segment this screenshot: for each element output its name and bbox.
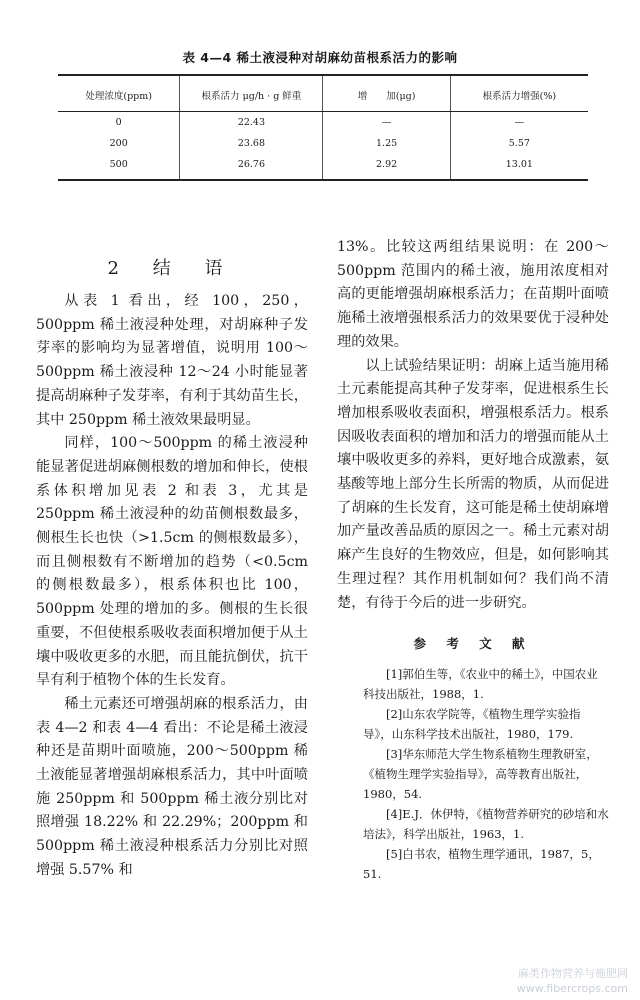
reference-item: [4]E.J．休伊特，《植物营养研究的砂培和水培法》，科学出版社，1963，1. <box>363 806 609 841</box>
table-header: 增 加(μg) <box>323 75 450 112</box>
references-title: 参 考 文 献 <box>413 636 533 652</box>
section-heading: 2 结 语 <box>107 258 237 279</box>
table-cell: 500 <box>58 154 180 180</box>
right-column <box>337 236 609 884</box>
reference-item: [1]郭伯生等，《农业中的稀土》，中国农业科技出版社，1988，1. <box>363 666 598 701</box>
table-cell: 22.43 <box>180 112 323 134</box>
table-cell: 26.76 <box>180 154 323 180</box>
table-row <box>58 133 588 154</box>
watermark-url: www.fibercrops.com <box>516 982 628 995</box>
table-cell: 13.01 <box>450 154 588 180</box>
left-column <box>36 290 308 883</box>
body-paragraph: 以上试验结果证明：胡麻上适当施用稀土元素能提高其种子发芽率，促进根系生长增加根系吸收表面积，增强根系活力。根系因吸收表面积的增加和活力的增强而能从土壤中吸收更多的养料，更好地合成激素，氨基酸等地上部分生长所需的物质，从而促进了胡麻的生长发育，这可能是稀土使胡麻增加产量改善品质的原因之一。稀土元素对胡麻产生良好的生物效应，但是，如何影响其生理过程？其作用机制如何？我们尚不清楚，有待于今后的进一步研究。 <box>337 357 609 611</box>
table-cell: 23.68 <box>180 133 323 154</box>
table-cell: — <box>450 112 588 134</box>
table-cell: 5.57 <box>450 133 588 154</box>
table-caption: 表 4—4 稀土液浸种对胡麻幼苗根系活力的影响 <box>182 50 458 65</box>
body-paragraph: 稀土元素还可增强胡麻的根系活力，由表 4—2 和表 4—4 看出：不论是稀土液浸种还是苗期叶面喷施，200～500ppm 稀土液能显著增强胡麻根系活力，其中叶面喷施 250ppm 和 500ppm 稀土液分别比对照增强 18.22% 和 22.29%；200ppm 和 500ppm 稀土液浸种根系活力分别比对照增强 5.57% 和 <box>36 695 308 878</box>
site-watermark <box>517 966 628 996</box>
table-header: 根系活力增强(%) <box>450 75 588 112</box>
reference-item: [3]华东师范大学生物系植物生理教研室，《植物生理学实验指导》，高等教育出版社，1980，54. <box>363 746 598 801</box>
root-activity-table <box>58 74 588 181</box>
body-paragraph-continued: 13%。比较这两组结果说明：在 200～500ppm 范围内的稀土液，施用浓度相对高的更能增强胡麻根系活力；在苗期叶面喷施稀土液增强根系活力的效果要优于浸种处理的效果。 <box>337 239 609 350</box>
reference-item: [5]白书农，植物生理学通讯，1987，5，51. <box>363 846 600 881</box>
table-row <box>58 112 588 134</box>
table-cell: 1.25 <box>323 133 450 154</box>
table-cell: 0 <box>115 117 122 128</box>
watermark-title: 麻类作物营养与施肥网 <box>518 967 628 980</box>
table-header: 根系活力 μg/h · g 鲜重 <box>180 75 323 112</box>
table-cell: — <box>323 112 450 134</box>
reference-item: [2]山东农学院等，《植物生理学实验指导》，山东科学技术出版社，1980，179. <box>363 706 581 741</box>
table-row <box>58 154 588 180</box>
body-paragraph: 从表 1 看出，经 100，250，500ppm 稀土液浸种处理，对胡麻种子发芽率的影响均为显著增值，说明用 100～500ppm 稀土液浸种 12～24 小时能显著提高胡麻种子发芽率，有利于其幼苗生长，其中 250ppm 稀土液效果最明显。 <box>36 293 308 428</box>
body-paragraph: 同样，100～500ppm 的稀土液浸种能显著促进胡麻侧根数的增加和伸长，使根系体积增加见表 2 和表 3，尤其是 250ppm 稀土液浸种的幼苗侧根数最多，侧根生长也快（>1.5cm 的侧根数最多），而且侧根数有不断增加的趋势（<0.5cm 的侧根数最多），根系体积也比 100，500ppm 处理的增加的多。侧根的生长很重要，不但使根系吸收表面积增加便于从土壤中吸收更多的水肥，而且能抗倒伏，抗干旱有利于植物个体的生长发育。 <box>36 435 308 689</box>
table-header: 处理浓度(ppm) <box>58 75 180 112</box>
table-cell: 200 <box>109 138 128 149</box>
table-cell: 2.92 <box>323 154 450 180</box>
